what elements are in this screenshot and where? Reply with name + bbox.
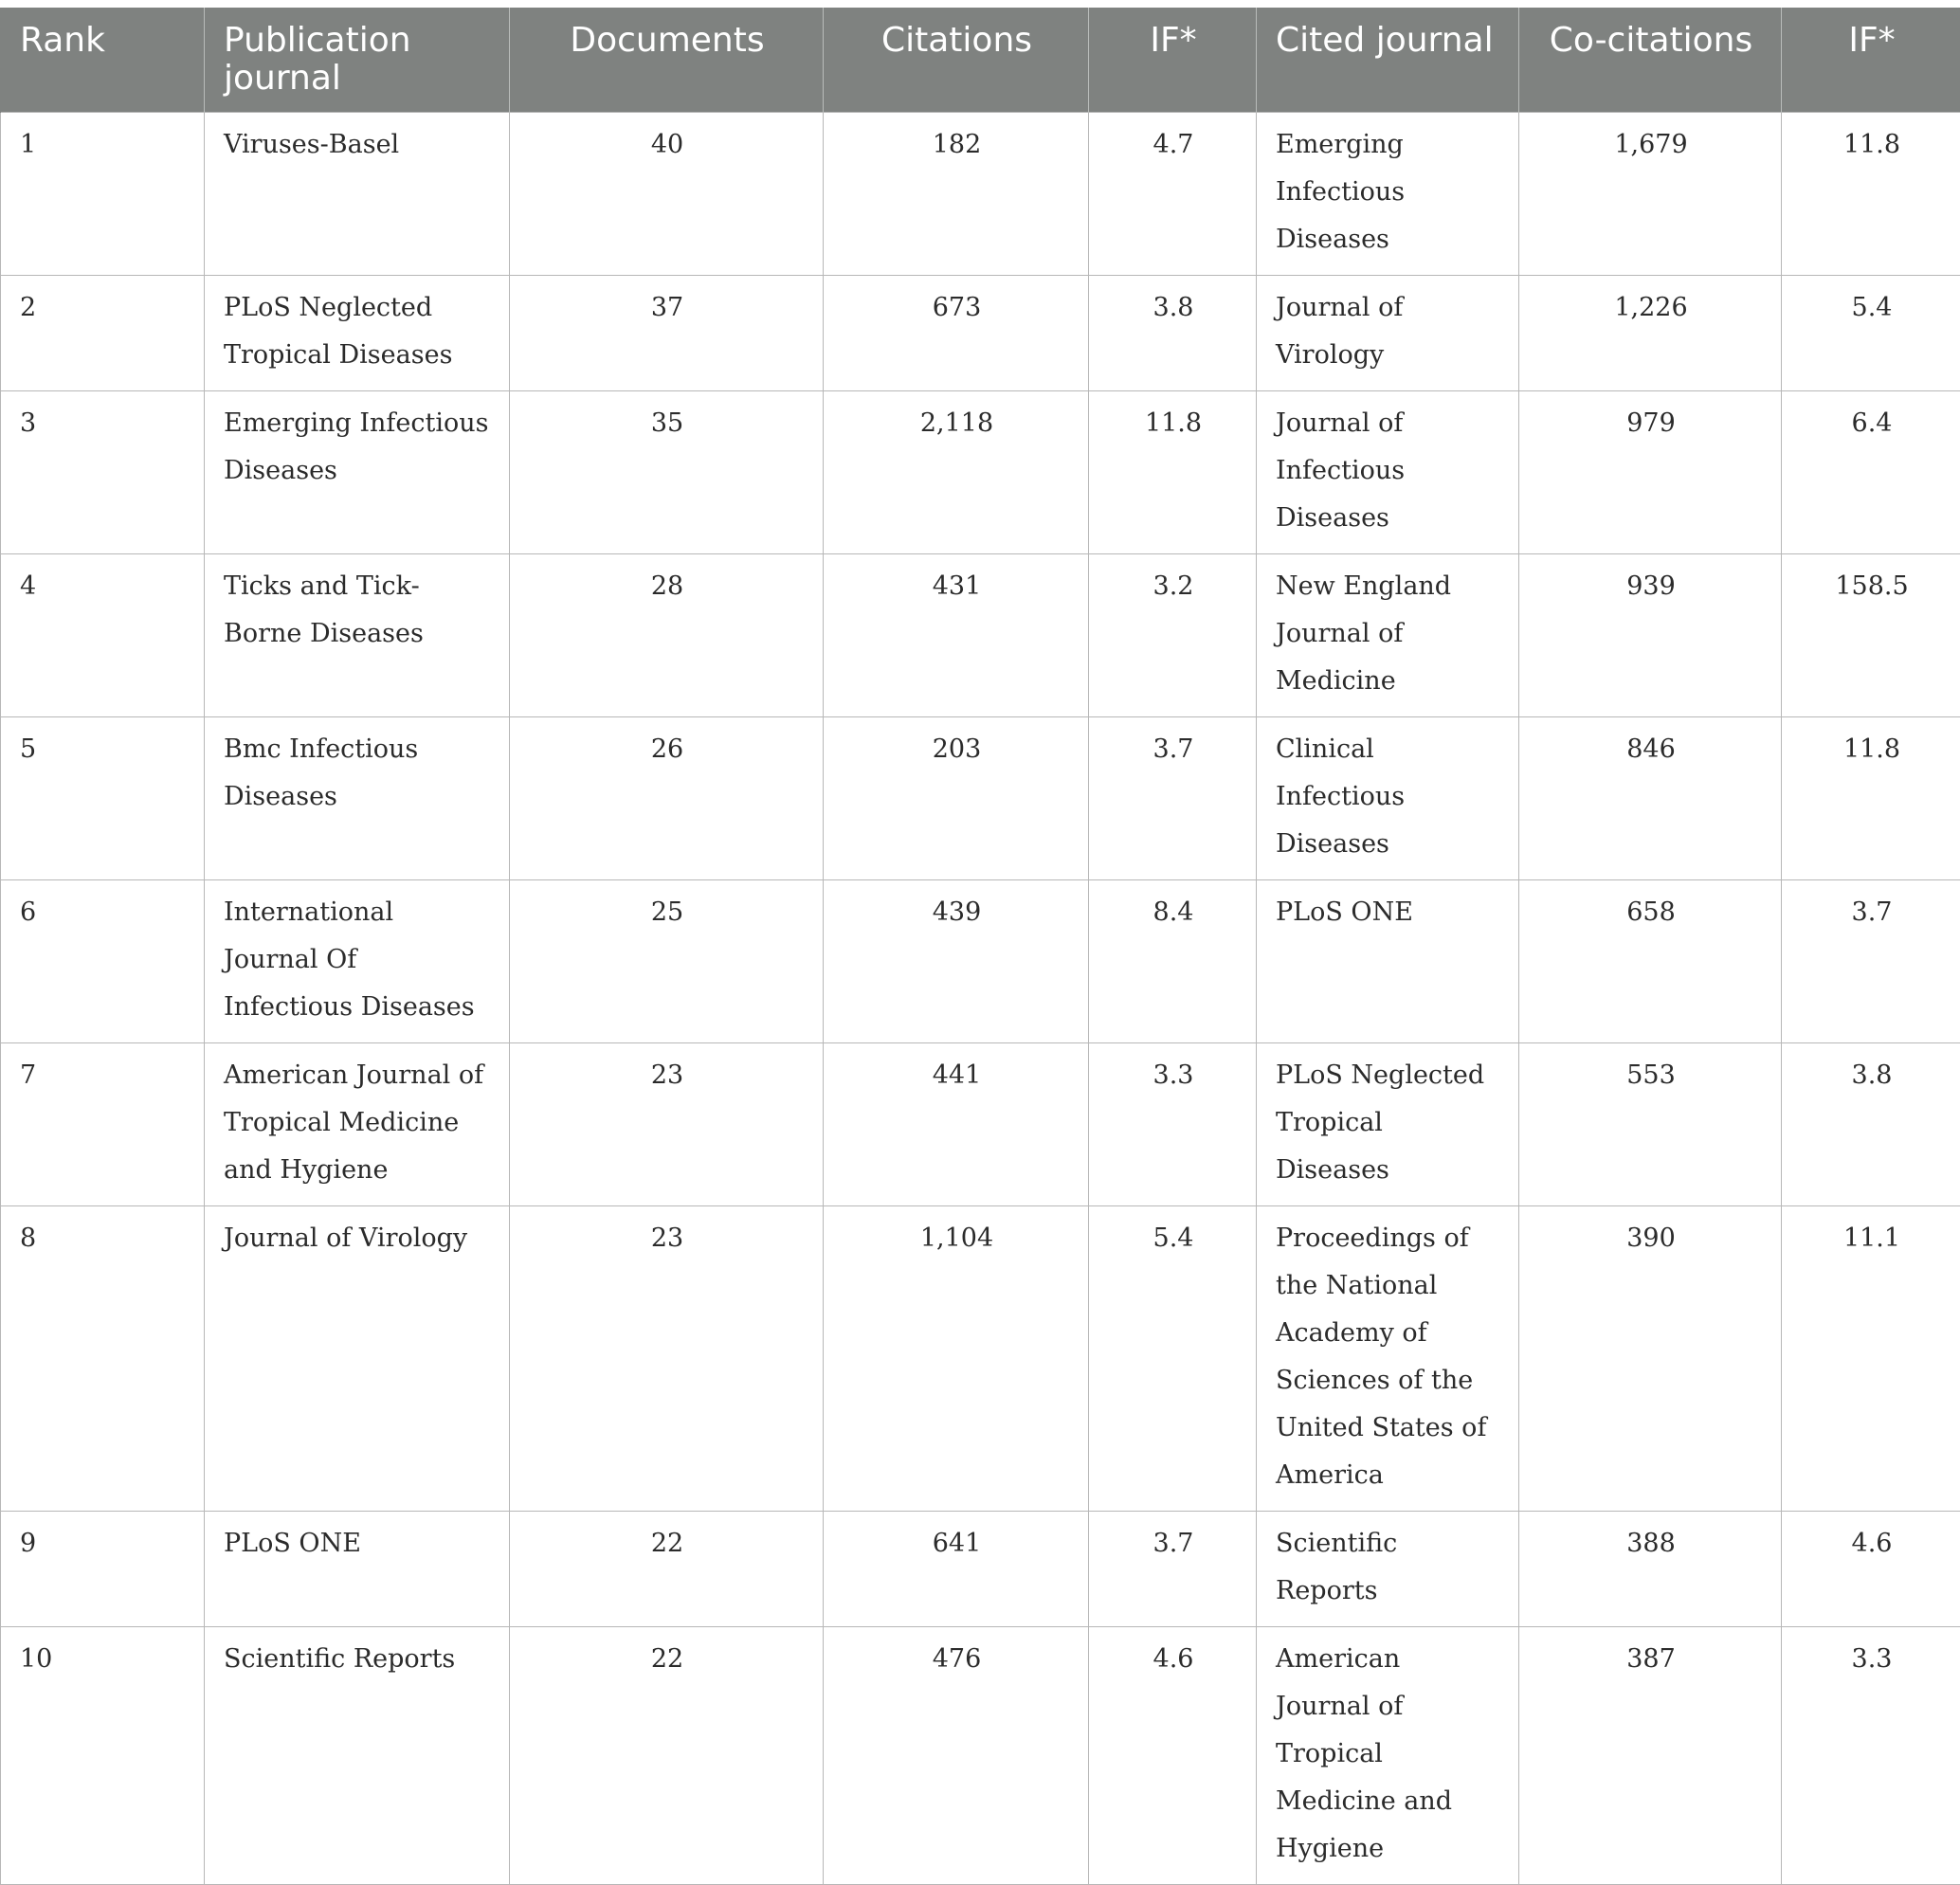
cell-publication-journal: Emerging Infectious Diseases <box>205 391 510 554</box>
cell-impact-factor-cited: 11.1 <box>1782 1206 1960 1512</box>
header-publication-journal: Publication journal <box>205 9 510 113</box>
cell-cited-journal: Journal of Virology <box>1257 276 1519 391</box>
table-header <box>1 9 1960 113</box>
table-row <box>1 391 1960 554</box>
cell-impact-factor-publication: 3.8 <box>1089 276 1257 391</box>
cell-cited-journal: New England Journal of Medicine <box>1257 554 1519 717</box>
cell-cited-journal: Emerging Infectious Diseases <box>1257 113 1519 276</box>
cell-impact-factor-publication: 4.7 <box>1089 113 1257 276</box>
cell-citations: 439 <box>824 880 1089 1043</box>
cell-impact-factor-publication: 11.8 <box>1089 391 1257 554</box>
cell-impact-factor-publication: 8.4 <box>1089 880 1257 1043</box>
header-cited-journal: Cited journal <box>1257 9 1519 113</box>
table-row <box>1 276 1960 391</box>
cell-citations: 476 <box>824 1627 1089 1885</box>
cell-impact-factor-cited: 5.4 <box>1782 276 1960 391</box>
table-row <box>1 717 1960 880</box>
cell-publication-journal: Bmc Infectious Diseases <box>205 717 510 880</box>
cell-rank: 2 <box>1 276 205 391</box>
header-impact-factor-publication: IF* <box>1089 9 1257 113</box>
cell-documents: 22 <box>510 1512 824 1627</box>
cell-cited-journal: Journal of Infectious Diseases <box>1257 391 1519 554</box>
header-impact-factor-cited: IF* <box>1782 9 1960 113</box>
cell-citations: 1,104 <box>824 1206 1089 1512</box>
cell-publication-journal: PLoS Neglected Tropical Diseases <box>205 276 510 391</box>
cell-rank: 5 <box>1 717 205 880</box>
cell-citations: 2,118 <box>824 391 1089 554</box>
cell-publication-journal: Ticks and Tick-Borne Diseases <box>205 554 510 717</box>
header-row <box>1 9 1960 113</box>
cell-publication-journal: PLoS ONE <box>205 1512 510 1627</box>
cell-impact-factor-publication: 5.4 <box>1089 1206 1257 1512</box>
cell-impact-factor-cited: 11.8 <box>1782 113 1960 276</box>
cell-impact-factor-cited: 6.4 <box>1782 391 1960 554</box>
cell-documents: 28 <box>510 554 824 717</box>
cell-citations: 203 <box>824 717 1089 880</box>
cell-co-citations: 939 <box>1519 554 1782 717</box>
cell-cited-journal: American Journal of Tropical Medicine and Hygiene <box>1257 1627 1519 1885</box>
table-row <box>1 1206 1960 1512</box>
table-body <box>1 113 1960 1885</box>
cell-documents: 40 <box>510 113 824 276</box>
cell-impact-factor-cited: 3.8 <box>1782 1043 1960 1206</box>
cell-rank: 3 <box>1 391 205 554</box>
cell-impact-factor-publication: 4.6 <box>1089 1627 1257 1885</box>
cell-publication-journal: Journal of Virology <box>205 1206 510 1512</box>
cell-rank: 9 <box>1 1512 205 1627</box>
cell-rank: 8 <box>1 1206 205 1512</box>
cell-documents: 37 <box>510 276 824 391</box>
cell-citations: 641 <box>824 1512 1089 1627</box>
cell-impact-factor-cited: 4.6 <box>1782 1512 1960 1627</box>
cell-rank: 10 <box>1 1627 205 1885</box>
cell-cited-journal: PLoS Neglected Tropical Diseases <box>1257 1043 1519 1206</box>
table-row <box>1 554 1960 717</box>
cell-documents: 26 <box>510 717 824 880</box>
cell-cited-journal: Proceedings of the National Academy of Sciences of the United States of America <box>1257 1206 1519 1512</box>
cell-cited-journal: Scientific Reports <box>1257 1512 1519 1627</box>
cell-co-citations: 1,226 <box>1519 276 1782 391</box>
header-rank: Rank <box>1 9 205 113</box>
cell-rank: 4 <box>1 554 205 717</box>
header-co-citations: Co-citations <box>1519 9 1782 113</box>
cell-co-citations: 979 <box>1519 391 1782 554</box>
cell-rank: 1 <box>1 113 205 276</box>
cell-impact-factor-publication: 3.3 <box>1089 1043 1257 1206</box>
cell-impact-factor-cited: 3.3 <box>1782 1627 1960 1885</box>
header-documents: Documents <box>510 9 824 113</box>
cell-co-citations: 658 <box>1519 880 1782 1043</box>
cell-documents: 23 <box>510 1206 824 1512</box>
cell-co-citations: 1,679 <box>1519 113 1782 276</box>
cell-documents: 23 <box>510 1043 824 1206</box>
cell-citations: 182 <box>824 113 1089 276</box>
cell-co-citations: 553 <box>1519 1043 1782 1206</box>
table-row <box>1 113 1960 276</box>
cell-rank: 7 <box>1 1043 205 1206</box>
cell-impact-factor-publication: 3.2 <box>1089 554 1257 717</box>
table-row <box>1 1627 1960 1885</box>
cell-documents: 25 <box>510 880 824 1043</box>
cell-impact-factor-cited: 11.8 <box>1782 717 1960 880</box>
cell-publication-journal: Viruses-Basel <box>205 113 510 276</box>
cell-publication-journal: International Journal Of Infectious Diseases <box>205 880 510 1043</box>
cell-publication-journal: Scientific Reports <box>205 1627 510 1885</box>
cell-documents: 22 <box>510 1627 824 1885</box>
journals-table <box>0 8 1960 1885</box>
cell-citations: 431 <box>824 554 1089 717</box>
table-row <box>1 1043 1960 1206</box>
cell-publication-journal: American Journal of Tropical Medicine and Hygiene <box>205 1043 510 1206</box>
cell-impact-factor-publication: 3.7 <box>1089 717 1257 880</box>
cell-documents: 35 <box>510 391 824 554</box>
journals-table-container <box>0 8 1960 1885</box>
cell-citations: 441 <box>824 1043 1089 1206</box>
cell-impact-factor-publication: 3.7 <box>1089 1512 1257 1627</box>
cell-cited-journal: PLoS ONE <box>1257 880 1519 1043</box>
cell-rank: 6 <box>1 880 205 1043</box>
cell-co-citations: 387 <box>1519 1627 1782 1885</box>
cell-impact-factor-cited: 158.5 <box>1782 554 1960 717</box>
cell-co-citations: 390 <box>1519 1206 1782 1512</box>
cell-impact-factor-cited: 3.7 <box>1782 880 1960 1043</box>
cell-co-citations: 846 <box>1519 717 1782 880</box>
cell-co-citations: 388 <box>1519 1512 1782 1627</box>
table-row <box>1 1512 1960 1627</box>
table-row <box>1 880 1960 1043</box>
cell-citations: 673 <box>824 276 1089 391</box>
cell-cited-journal: Clinical Infectious Diseases <box>1257 717 1519 880</box>
header-citations: Citations <box>824 9 1089 113</box>
